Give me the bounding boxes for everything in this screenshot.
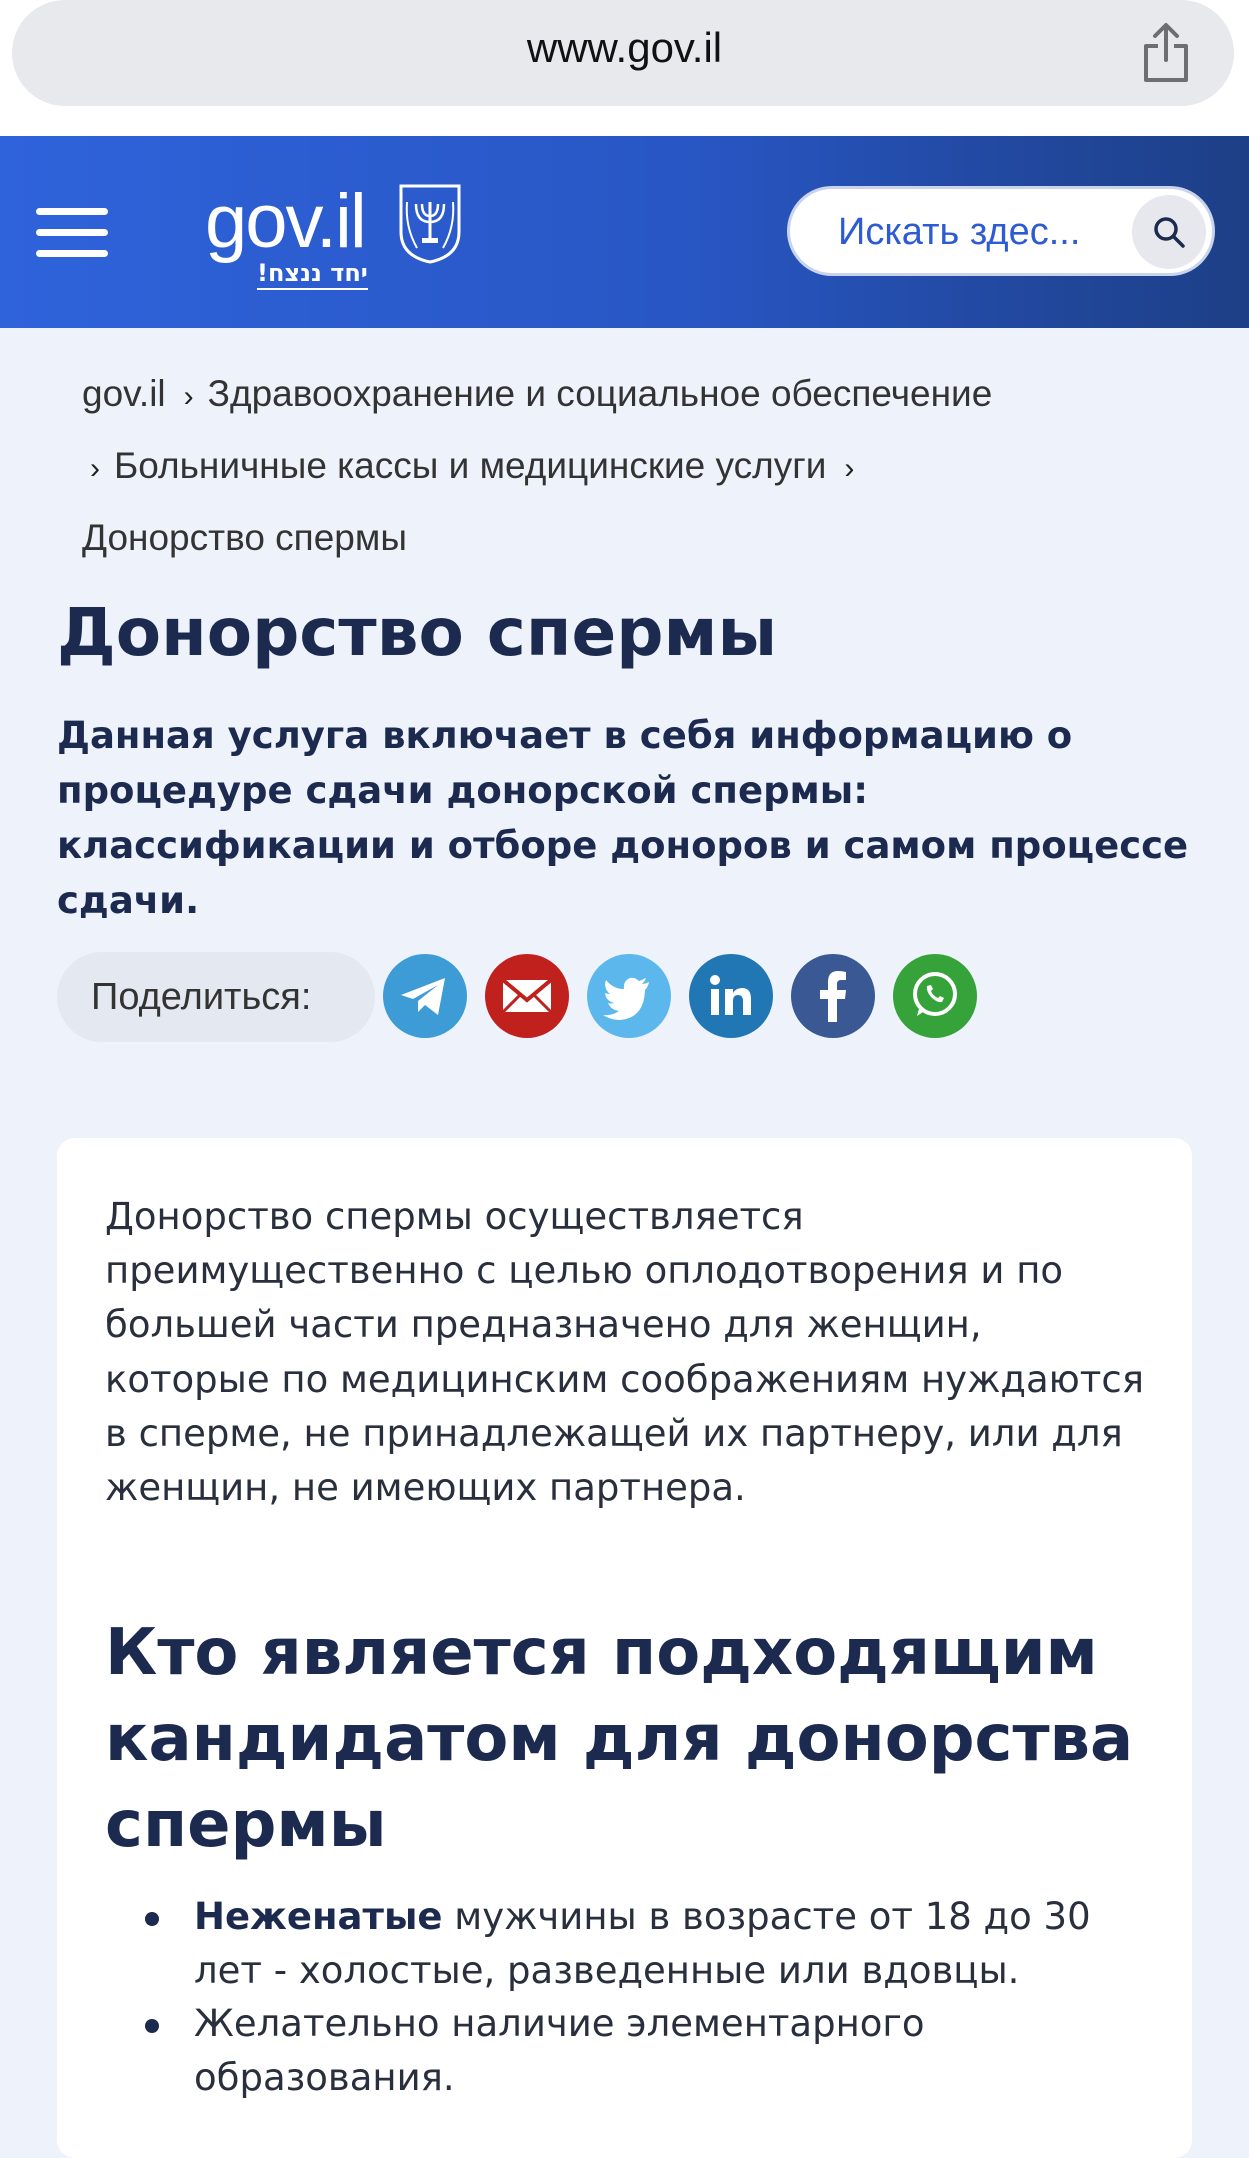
url-text[interactable]: www.gov.il (526, 24, 723, 71)
search-icon (1151, 214, 1187, 250)
list-item (105, 1890, 1145, 1997)
facebook-share-button[interactable] (791, 954, 875, 1038)
facebook-icon (791, 954, 875, 1038)
email-icon (485, 954, 569, 1038)
share-label: Поделиться: (57, 952, 375, 1042)
criteria-list (105, 1890, 1145, 2104)
chevron-right-icon: › (844, 452, 855, 485)
breadcrumb-health-funds[interactable]: Больничные кассы и медицинские услуги (114, 445, 827, 486)
chevron-right-icon: › (90, 452, 100, 485)
telegram-share-button[interactable] (383, 954, 467, 1038)
site-header (0, 136, 1249, 328)
intro-paragraph: Донорство спермы осуществляется преимущественно с целью оплодотворения и по большей части предназначено для женщин, которые по медицинским соображениям нуждаются в сперме, не принадлежащей их партнеру, или для женщин, не имеющих партнера. (105, 1195, 1144, 1510)
search-placeholder: Искать здес... (838, 211, 1081, 253)
gov-il-logo[interactable] (205, 176, 475, 296)
twitter-share-button[interactable] (587, 954, 671, 1038)
list-item (105, 1997, 1145, 2104)
breadcrumb-current: Донорство спермы (82, 517, 407, 558)
content-card (57, 1138, 1192, 2158)
breadcrumb-health[interactable]: Здравоохранение и социальное обеспечение (207, 373, 993, 414)
criteria-text: Желательно наличие элементарного образования. (194, 2002, 925, 2099)
search-input[interactable] (787, 186, 1215, 276)
logo-slogan: יחד ננצח! (257, 258, 368, 290)
twitter-icon (587, 954, 671, 1038)
page-subtitle: Данная услуга включает в себя информацию о процедуре сдачи донорской спермы: классификации и отборе доноров и самом процессе сдачи. (57, 714, 1189, 922)
telegram-icon (383, 954, 467, 1038)
email-share-button[interactable] (485, 954, 569, 1038)
whatsapp-icon (893, 954, 977, 1038)
search-button[interactable] (1132, 195, 1206, 269)
breadcrumb (82, 358, 1192, 574)
criteria-bold: Неженатые (194, 1895, 443, 1938)
browser-share-icon[interactable] (1140, 22, 1192, 84)
page-title: Донорство спермы (57, 594, 778, 671)
criteria-text: мужчины в возрасте от 18 до 30 лет - холостые, разведенные или вдовцы. (194, 1895, 1091, 1992)
chevron-right-icon: › (183, 380, 194, 413)
logo-text: gov.il (205, 179, 365, 264)
hamburger-menu-icon[interactable] (36, 208, 108, 258)
browser-bar (0, 0, 1249, 136)
state-emblem-icon (395, 182, 465, 264)
whatsapp-share-button[interactable] (893, 954, 977, 1038)
linkedin-icon (689, 954, 773, 1038)
section-heading: Кто является подходящим кандидатом для донорства спермы (105, 1616, 1134, 1862)
breadcrumb-home[interactable]: gov.il (82, 373, 166, 414)
linkedin-share-button[interactable] (689, 954, 773, 1038)
